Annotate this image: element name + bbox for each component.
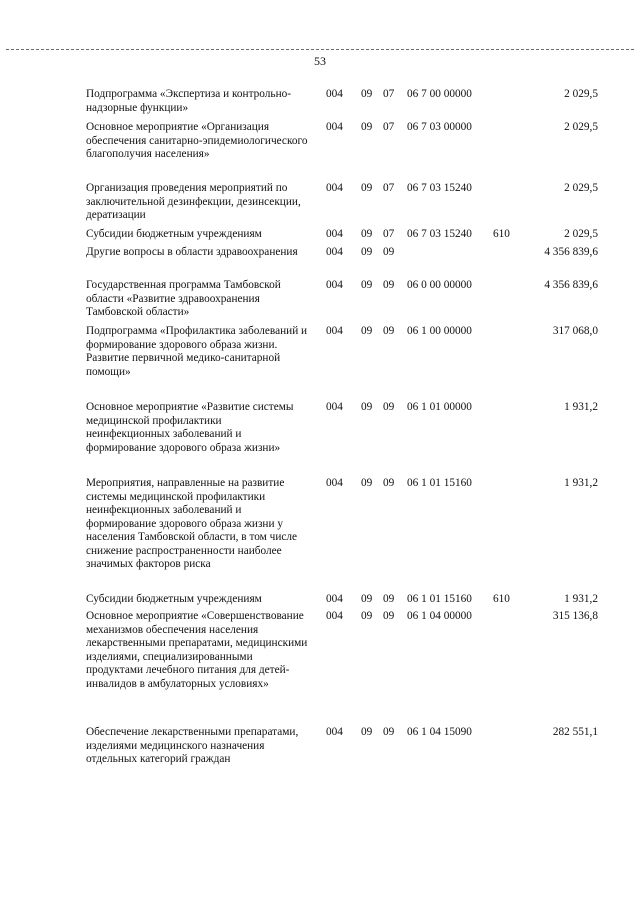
row-ved: 004 xyxy=(326,593,343,605)
row-csr: 06 7 00 00000 xyxy=(407,88,472,100)
row-pr: 09 xyxy=(383,726,395,738)
table-row xyxy=(86,121,598,175)
row-name: Организация проведения мероприятий по заключительной дезинфекции, дезинсекции, дератизации xyxy=(86,182,301,221)
row-vr: 610 xyxy=(493,593,510,605)
table-row xyxy=(86,726,598,780)
row-pr: 09 xyxy=(383,477,395,489)
row-csr: 06 1 01 15160 xyxy=(407,477,472,489)
row-ved: 004 xyxy=(326,228,343,240)
row-rz: 09 xyxy=(361,279,373,291)
row-sum: 1 931,2 xyxy=(564,593,598,605)
row-rz: 09 xyxy=(361,246,373,258)
row-pr: 09 xyxy=(383,325,395,337)
row-name: Мероприятия, направленные на развитие системы медицинской профилактики неинфекционных заболеваний и формирование здорового образа жизни у населения Тамбовской области, в том числе снижение распространенности наиболее значимых факторов риска xyxy=(86,477,298,570)
row-ved: 004 xyxy=(326,279,343,291)
row-csr: 06 0 00 00000 xyxy=(407,279,472,291)
row-name: Субсидии бюджетным учреждениям xyxy=(86,228,262,240)
row-name: Обеспечение лекарственными препаратами, изделиями медицинского назначения отдельных категорий граждан xyxy=(86,726,299,765)
row-name: Субсидии бюджетным учреждениям xyxy=(86,593,262,605)
row-ved: 004 xyxy=(326,182,343,194)
table-row xyxy=(86,593,598,607)
row-rz: 09 xyxy=(361,121,373,133)
row-sum: 2 029,5 xyxy=(564,182,598,194)
row-name: Государственная программа Тамбовской области «Развитие здравоохранения Тамбовской области» xyxy=(86,279,281,318)
row-rz: 09 xyxy=(361,88,373,100)
row-ved: 004 xyxy=(326,726,343,738)
row-rz: 09 xyxy=(361,228,373,240)
header-dashed-separator xyxy=(6,49,634,50)
row-pr: 09 xyxy=(383,401,395,413)
row-pr: 09 xyxy=(383,246,395,258)
row-name: Основное мероприятие «Совершенствование механизмов обеспечения населения лекарственными препаратами, медицинскими изделиями, специализированными продуктами лечебного питания для детей-инвалидов в амбулаторных условиях» xyxy=(86,610,308,690)
table-row xyxy=(86,325,598,393)
row-name: Основное мероприятие «Организация обеспечения санитарно-эпидемиологического благополучия населения» xyxy=(86,121,308,160)
row-sum: 4 356 839,6 xyxy=(544,246,598,258)
row-ved: 004 xyxy=(326,325,343,337)
row-sum: 2 029,5 xyxy=(564,228,598,240)
row-csr: 06 1 00 00000 xyxy=(407,325,472,337)
table-row xyxy=(86,182,598,223)
row-name: Другие вопросы в области здравоохранения xyxy=(86,246,298,258)
table-row xyxy=(86,279,598,320)
row-name: Основное мероприятие «Развитие системы медицинской профилактики неинфекционных заболеваний и формирование здорового образа жизни» xyxy=(86,401,294,454)
row-csr: 06 1 01 00000 xyxy=(407,401,472,413)
row-sum: 1 931,2 xyxy=(564,401,598,413)
row-rz: 09 xyxy=(361,182,373,194)
page-number: 53 xyxy=(314,54,326,68)
row-rz: 09 xyxy=(361,477,373,489)
table-row xyxy=(86,477,598,587)
row-sum: 4 356 839,6 xyxy=(544,279,598,291)
row-pr: 07 xyxy=(383,182,395,194)
row-csr: 06 7 03 15240 xyxy=(407,182,472,194)
row-ved: 004 xyxy=(326,121,343,133)
row-sum: 2 029,5 xyxy=(564,88,598,100)
budget-table xyxy=(86,88,598,780)
row-pr: 07 xyxy=(383,88,395,100)
row-sum: 315 136,8 xyxy=(552,610,598,622)
row-csr: 06 1 04 15090 xyxy=(407,726,472,738)
row-rz: 09 xyxy=(361,726,373,738)
row-rz: 09 xyxy=(361,593,373,605)
row-pr: 09 xyxy=(383,610,395,622)
row-sum: 2 029,5 xyxy=(564,121,598,133)
row-csr: 06 1 04 00000 xyxy=(407,610,472,622)
row-sum: 282 551,1 xyxy=(552,726,598,738)
row-vr: 610 xyxy=(493,228,510,240)
row-csr: 06 7 03 15240 xyxy=(407,228,472,240)
row-ved: 004 xyxy=(326,477,343,489)
table-row xyxy=(86,610,598,720)
row-rz: 09 xyxy=(361,325,373,337)
table-row xyxy=(86,228,598,242)
row-csr: 06 7 03 00000 xyxy=(407,121,472,133)
table-row xyxy=(86,246,598,273)
row-pr: 09 xyxy=(383,593,395,605)
row-ved: 004 xyxy=(326,610,343,622)
row-rz: 09 xyxy=(361,401,373,413)
row-pr: 07 xyxy=(383,121,395,133)
row-name: Подпрограмма «Профилактика заболеваний и формирование здорового образа жизни. Развитие первичной медико-санитарной помощи» xyxy=(86,325,308,378)
table-row xyxy=(86,88,598,115)
row-ved: 004 xyxy=(326,88,343,100)
row-pr: 09 xyxy=(383,279,395,291)
row-name: Подпрограмма «Экспертиза и контрольно-надзорные функции» xyxy=(86,88,292,114)
row-csr: 06 1 01 15160 xyxy=(407,593,472,605)
row-sum: 317 068,0 xyxy=(552,325,598,337)
row-pr: 07 xyxy=(383,228,395,240)
row-rz: 09 xyxy=(361,610,373,622)
table-row xyxy=(86,401,598,469)
row-ved: 004 xyxy=(326,246,343,258)
row-ved: 004 xyxy=(326,401,343,413)
row-sum: 1 931,2 xyxy=(564,477,598,489)
